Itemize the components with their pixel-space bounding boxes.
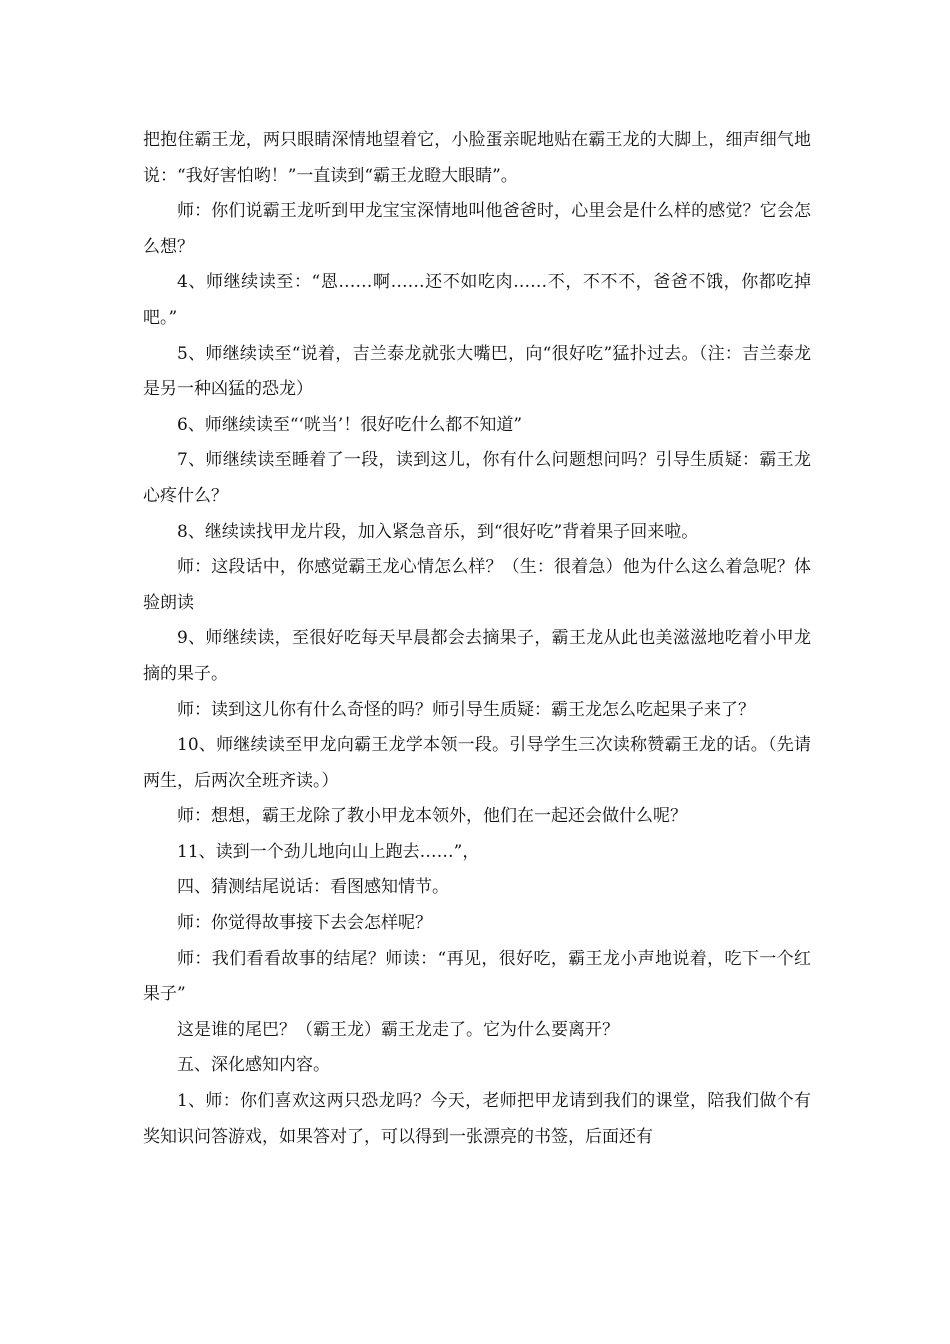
document-body: [143, 123, 811, 1155]
paragraph-1: 把抱住霸王龙，两只眼睛深情地望着它，小脸蛋亲昵地贴在霸王龙的大脚上，细声细气地说：“我好害怕哟！”一直读到“霸王龙瞪大眼睛”。: [143, 130, 811, 186]
paragraph-15: 师：你觉得故事接下去会怎样呢？: [177, 913, 432, 934]
paragraph-11: 10、师继续读至甲龙向霸王龙学本领一段。引导学生三次读称赞霸王龙的话。（先请两生，后两次全班齐读。）: [143, 735, 811, 791]
section-heading-5: 五、深化感知内容。: [177, 1055, 330, 1076]
paragraph-17: 这是谁的尾巴？（霸王龙）霸王龙走了。它为什么要离开？: [177, 1019, 619, 1040]
paragraph-13: 11、读到一个劲儿地向山上跑去……”，: [177, 841, 480, 862]
paragraph-19: 1、师：你们喜欢这两只恐龙吗？今天，老师把甲龙请到我们的课堂，陪我们做个有奖知识问答游戏，如果答对了，可以得到一张漂亮的书签，后面还有: [143, 1091, 811, 1147]
paragraph-10: 师：读到这儿你有什么奇怪的吗？师引导生质疑：霸王龙怎么吃起果子来了？: [177, 699, 755, 720]
paragraph-8: 师：这段话中，你感觉霸王龙心情怎么样？（生：很着急）他为什么这么着急呢？体验朗读: [143, 557, 811, 613]
paragraph-6: 7、师继续读至睡着了一段，读到这儿，你有什么问题想问吗？引导生质疑：霸王龙心疼什么？: [143, 450, 811, 506]
paragraph-3: 4、师继续读至：“恩……啊……还不如吃肉……不，不不不，爸爸不饿，你都吃掉吧。”: [143, 272, 811, 328]
paragraph-9: 9、师继续读，至很好吃每天早晨都会去摘果子，霸王龙从此也美滋滋地吃着小甲龙摘的果子。: [143, 628, 811, 684]
section-heading-4: 四、猜测结尾说话：看图感知情节。: [177, 877, 449, 898]
paragraph-16: 师：我们看看故事的结尾？师读：“再见，很好吃，霸王龙小声地说着，吃下一个红果子”: [143, 948, 811, 1005]
paragraph-5: 6、师继续读至“‘咣当’！很好吃什么都不知道”: [177, 414, 523, 435]
paragraph-2: 师：你们说霸王龙听到甲龙宝宝深情地叫他爸爸时，心里会是什么样的感觉？它会怎么想？: [143, 201, 811, 257]
paragraph-7: 8、继续读找甲龙片段，加入紧急音乐，到“很好吃”背着果子回来啦。: [177, 521, 699, 542]
paragraph-4: 5、师继续读至“说着，吉兰泰龙就张大嘴巴，向“很好吃”猛扑过去。（注：吉兰泰龙是另一种凶猛的恐龙）: [143, 343, 811, 400]
paragraph-12: 师：想想，霸王龙除了教小甲龙本领外，他们在一起还会做什么呢？: [177, 806, 687, 827]
